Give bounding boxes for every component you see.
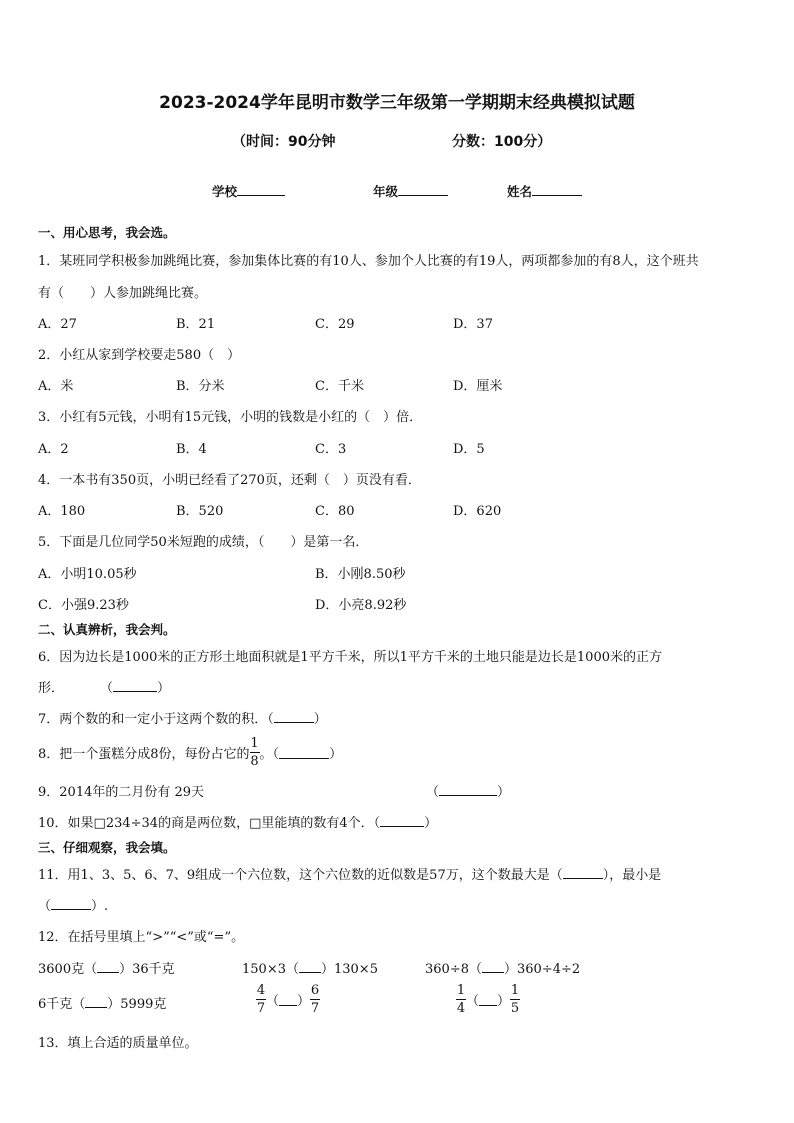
q12-item-6-blank[interactable] <box>479 994 497 1006</box>
q6-paren-left: （ <box>100 681 114 696</box>
q12-item-1-left: 3600克（ <box>38 962 98 977</box>
q5-option-b[interactable]: B．小刚8.50秒 <box>315 567 406 582</box>
section-1-heading: 一、用心思考，我会选。 <box>38 225 176 240</box>
q11-line2-post: ）. <box>91 899 109 914</box>
q5-text: 5．下面是几位同学50米短跑的成绩，（ ）是第一名． <box>38 535 369 550</box>
q9-answer <box>426 781 510 800</box>
q6-answer-blank[interactable] <box>113 680 157 692</box>
name-field <box>507 182 582 200</box>
q12-item-4 <box>38 993 166 1012</box>
q11-line1 <box>38 864 661 883</box>
grade-line[interactable] <box>398 183 448 196</box>
q12-item-4-right: ）5999克 <box>107 997 167 1012</box>
q4-option-b[interactable]: B．520 <box>176 504 224 519</box>
q12-item-1-right: ）36千克 <box>119 962 175 977</box>
q3-option-a[interactable]: A．2 <box>38 442 69 457</box>
fraction-bar <box>310 999 320 1000</box>
section-2-heading: 二、认真辨析，我会判。 <box>38 622 176 637</box>
q12-item-5 <box>256 983 320 1016</box>
q2-option-d[interactable]: D．厘米 <box>453 379 503 394</box>
numerator: 1 <box>456 983 466 998</box>
q11-line1-post: ），最小是 <box>602 868 662 883</box>
q8-numerator: 1 <box>250 736 259 751</box>
q9-text: 9．2014年的二月份有 29天 <box>38 785 205 800</box>
q6-paren-right: ） <box>157 681 171 696</box>
q8-post: 。（ <box>259 747 280 762</box>
q5-option-a[interactable]: A．小明10.05秒 <box>38 567 137 582</box>
q3-option-b[interactable]: B．4 <box>176 442 207 457</box>
q3-text: 3．小红有5元钱，小明有15元钱，小明的钱数是小红的（ ）倍． <box>38 410 423 425</box>
q1-option-a[interactable]: A．27 <box>38 317 77 332</box>
q10-close: ） <box>424 816 438 831</box>
name-line[interactable] <box>532 183 582 196</box>
q12-item-5-frac-left <box>256 983 266 1016</box>
q11-max-blank[interactable] <box>563 867 603 879</box>
q1-line2: 有（ ）人参加跳绳比赛。 <box>38 286 208 301</box>
q12-item-5-paren-right: ） <box>297 994 311 1009</box>
q12-item-5-paren-left: （ <box>266 994 280 1009</box>
q12-item-3-right: ）360÷4÷2 <box>503 962 581 977</box>
school-field <box>212 182 285 200</box>
numerator: 1 <box>510 983 520 998</box>
fraction-bar <box>250 752 260 753</box>
q7-close: ） <box>313 712 327 727</box>
q1-option-c[interactable]: C．29 <box>315 317 355 332</box>
q5-option-d[interactable]: D．小亮8.92秒 <box>315 598 407 613</box>
q3-option-c[interactable]: C．3 <box>315 442 347 457</box>
q12-item-2-right: ）130×5 <box>320 962 378 977</box>
q8-line <box>38 736 342 769</box>
q4-text: 4．一本书有350页，小明已经看了270页，还剩（ ）页没有看． <box>38 473 421 488</box>
numerator: 6 <box>310 983 320 998</box>
q12-item-6 <box>456 983 520 1016</box>
denominator: 7 <box>256 1001 266 1016</box>
q6-line1: 6．因为边长是1000米的正方形土地面积就是1平方千米，所以1平方千米的土地只能是边长是1000米的正方 <box>38 650 662 665</box>
q11-line2 <box>38 895 108 914</box>
exam-time: （时间：90分钟 <box>232 134 336 150</box>
q10-answer-blank[interactable] <box>380 815 424 827</box>
q4-option-d[interactable]: D．620 <box>453 504 502 519</box>
fraction-bar <box>510 999 520 1000</box>
denominator: 4 <box>456 1001 466 1016</box>
q4-option-c[interactable]: C．80 <box>315 504 355 519</box>
name-label: 姓名 <box>507 184 533 199</box>
q1-line1: 1．某班同学积极参加跳绳比赛，参加集体比赛的有10人、参加个人比赛的有19人，两项都参加的有8人，这个班共 <box>38 254 699 269</box>
exam-title: 2023-2024学年昆明市数学三年级第一学期期末经典模拟试题 <box>159 93 635 113</box>
q5-option-c[interactable]: C．小强9.23秒 <box>38 598 129 613</box>
q11-line2-pre: （ <box>38 899 52 914</box>
q12-text: 12．在括号里填上“>”“<”或“=”。 <box>38 930 245 945</box>
q12-item-2 <box>242 958 378 977</box>
q12-item-1-blank[interactable] <box>97 961 119 973</box>
q13-text: 13．填上合适的质量单位。 <box>38 1036 198 1051</box>
q9-answer-blank[interactable] <box>439 784 497 796</box>
q7-line <box>38 708 327 727</box>
q8-close: ） <box>329 747 343 762</box>
q2-option-b[interactable]: B．分米 <box>176 379 225 394</box>
q7-answer-blank[interactable] <box>274 711 314 723</box>
q1-option-d[interactable]: D．37 <box>453 317 493 332</box>
q12-item-4-left: 6千克（ <box>38 997 86 1012</box>
denominator: 7 <box>310 1001 320 1016</box>
q12-item-3-blank[interactable] <box>482 961 504 973</box>
q8-pre: 8．把一个蛋糕分成8份，每份占它的 <box>38 747 250 762</box>
q12-item-6-paren-left: （ <box>466 994 480 1009</box>
fraction-bar <box>456 999 466 1000</box>
section-3-heading: 三、仔细观察，我会填。 <box>38 840 176 855</box>
q12-item-6-frac-right <box>510 983 520 1016</box>
q11-line1-pre: 11．用1、3、5、6、7、9组成一个六位数，这个六位数的近似数是57万，这个数最大是（ <box>38 868 563 883</box>
q6-line2-text: 形． <box>38 681 65 696</box>
grade-label: 年级 <box>373 184 399 199</box>
q2-option-a[interactable]: A．米 <box>38 379 74 394</box>
q12-item-2-left: 150×3（ <box>242 962 299 977</box>
numerator: 4 <box>256 983 266 998</box>
q12-item-3 <box>425 958 580 977</box>
q1-option-b[interactable]: B．21 <box>176 317 216 332</box>
q2-text: 2．小红从家到学校要走580（ ） <box>38 348 241 363</box>
q10-line <box>38 812 437 831</box>
q9-paren-right: ） <box>497 785 511 800</box>
q12-item-6-frac-left <box>456 983 466 1016</box>
q6-line2 <box>38 677 170 696</box>
q12-item-6-paren-right: ） <box>497 994 511 1009</box>
q8-answer-blank[interactable] <box>279 747 329 759</box>
q12-item-2-blank[interactable] <box>299 961 321 973</box>
q12-item-5-blank[interactable] <box>279 994 297 1006</box>
q7-text: 7．两个数的和一定小于这两个数的积．（ <box>38 712 274 727</box>
fraction-bar <box>256 999 266 1000</box>
q8-denominator: 8 <box>250 754 259 769</box>
grade-field <box>373 182 448 200</box>
school-line[interactable] <box>237 183 285 196</box>
q12-item-1 <box>38 958 175 977</box>
q2-option-c[interactable]: C．千米 <box>315 379 364 394</box>
q4-option-a[interactable]: A．180 <box>38 504 86 519</box>
exam-score: 分数：100分） <box>452 134 552 150</box>
q3-option-d[interactable]: D．5 <box>453 442 485 457</box>
q10-text: 10．如果□234÷34的商是两位数，□里能填的数有4个．（ <box>38 816 381 831</box>
q8-fraction <box>250 736 260 769</box>
school-label: 学校 <box>212 184 238 199</box>
q11-min-blank[interactable] <box>51 898 91 910</box>
denominator: 5 <box>510 1001 520 1016</box>
q12-item-5-frac-right <box>310 983 320 1016</box>
q9-paren-left: （ <box>426 785 440 800</box>
q12-item-4-blank[interactable] <box>85 996 107 1008</box>
q12-item-3-left: 360÷8（ <box>425 962 482 977</box>
